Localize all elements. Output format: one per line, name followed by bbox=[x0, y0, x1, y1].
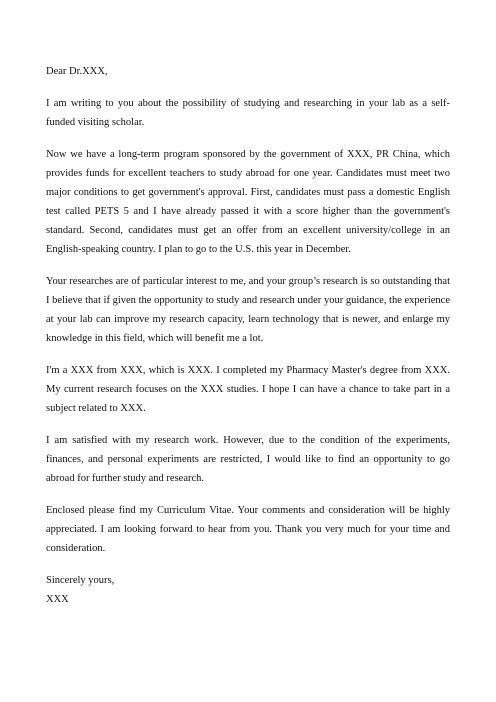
signature: XXX bbox=[46, 594, 69, 605]
salutation: Dear Dr.XXX, bbox=[46, 66, 108, 77]
paragraph-intro: I am writing to you about the possibility of studying and researching in your lab as a self-funded visiting scholar. bbox=[46, 98, 450, 128]
paragraph-interest: Your researches are of particular interest to me, and your group’s research is so outstanding that I believe that if given the opportunity to study and research under your guidance, the experience at your lab can improve my research capacity, learn technology that is newer, and enlarge my knowledge in this field, which will benefit me a lot. bbox=[46, 276, 450, 344]
paragraph-background: I'm a XXX from XXX, which is XXX. I completed my Pharmacy Master's degree from XXX. My current research focuses on the XXX studies. I hope I can have a chance to take part in a subject related to XXX. bbox=[46, 365, 450, 414]
paragraph-program: Now we have a long-term program sponsored by the government of XXX, PR China, which provides funds for excellent teachers to study abroad for one year. Candidates must meet two major conditions to get government's approval. First, candidates must pass a domestic English test called PETS 5 and I have already passed it with a score higher than the government's standard. Second, candidates must get an offer from an excellent university/college in an English-speaking country. I plan to go to the U.S. this year in December. bbox=[46, 149, 450, 255]
letter-page bbox=[46, 62, 450, 609]
paragraph-motivation: I am satisfied with my research work. However, due to the condition of the experiments, finances, and personal experiments are restricted, I would like to find an opportunity to go abroad for further study and research. bbox=[46, 435, 450, 484]
paragraph-enclosure: Enclosed please find my Curriculum Vitae. Your comments and consideration will be highly appreciated. I am looking forward to hear from you. Thank you very much for your time and consideration. bbox=[46, 505, 450, 554]
closing: Sincerely yours, bbox=[46, 575, 115, 586]
